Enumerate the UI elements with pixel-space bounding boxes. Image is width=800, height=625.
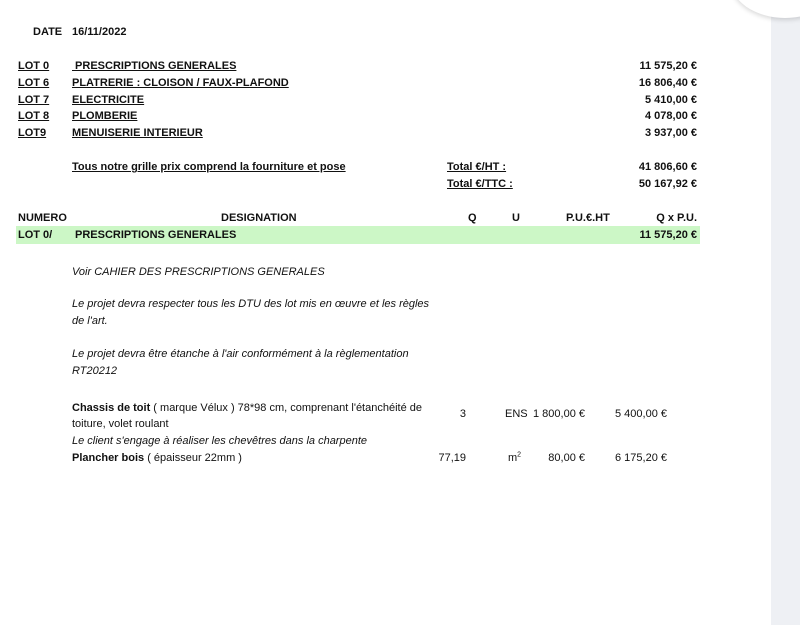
section-designation: PRESCRIPTIONS GENERALES xyxy=(75,229,237,241)
note-text: Le projet devra respecter tous les DTU des lot mis en œuvre et les règles de l'art. xyxy=(72,298,430,327)
item-desc: ( épaisseur 22mm ) xyxy=(144,452,242,464)
total-ht-label: Total €/HT : xyxy=(447,161,507,173)
lot-code: LOT 0 xyxy=(18,60,50,72)
item-pu: 80,00 € xyxy=(548,452,585,464)
col-total: Q x P.U. xyxy=(656,212,697,224)
lot-name: PLOMBERIE xyxy=(72,110,138,122)
date-label: DATE xyxy=(33,26,63,38)
lot-name: PLATRERIE : CLOISON / FAUX-PLAFOND xyxy=(72,77,289,89)
note-text: Le projet devra être étanche à l'air conformément à la règlementation RT20212 xyxy=(72,348,409,377)
lot-code: LOT9 xyxy=(18,127,47,139)
item-designation xyxy=(72,451,242,465)
lot-name: MENUISERIE INTERIEUR xyxy=(72,127,203,139)
col-u: U xyxy=(512,212,520,224)
section-numero: LOT 0/ xyxy=(18,229,53,241)
col-numero: NUMERO xyxy=(18,212,67,224)
lot-amount: 5 410,00 € xyxy=(645,94,697,106)
lot-amount: 16 806,40 € xyxy=(638,77,697,89)
lot-code: LOT 6 xyxy=(18,77,50,89)
total-ttc-value: 50 167,92 € xyxy=(638,178,697,190)
lot-amount: 11 575,20 € xyxy=(639,60,697,72)
note-text: Voir CAHIER DES PRESCRIPTIONS GENERALES xyxy=(72,266,325,278)
lot-name: PRESCRIPTIONS GENERALES xyxy=(72,60,237,72)
date-value: 16/11/2022 xyxy=(72,26,127,38)
section-total: 11 575,20 € xyxy=(639,229,697,241)
col-pu: P.U.€.HT xyxy=(566,212,610,224)
lot-amount: 3 937,00 € xyxy=(645,127,697,139)
item-u: $m^2$ xyxy=(508,451,522,464)
item-u: ENS xyxy=(505,408,528,420)
lot-amount: 4 078,00 € xyxy=(645,110,697,122)
item-q: 77,19 xyxy=(438,452,466,464)
item-q: 3 xyxy=(459,408,466,420)
col-q: Q xyxy=(468,212,477,224)
item-designation xyxy=(72,400,444,432)
item-desc: ( marque Vélux ) 78*98 cm, comprenant l'étanchéité de toiture, volet roulant xyxy=(72,402,422,430)
lot-code: LOT 7 xyxy=(18,94,50,106)
col-designation: DESIGNATION xyxy=(221,212,297,224)
lot-name: ELECTRICITE xyxy=(72,94,145,106)
item-total: 6 175,20 € xyxy=(615,452,667,464)
viewer-side-panel xyxy=(771,0,800,625)
lot-code: LOT 8 xyxy=(18,110,50,122)
pricing-note: Tous notre grille prix comprend la fourniture et pose xyxy=(72,161,346,173)
total-ttc-label: Total €/TTC : xyxy=(447,178,513,190)
total-ht-value: 41 806,60 € xyxy=(638,161,697,173)
item-total: 5 400,00 € xyxy=(615,408,667,420)
item-title: Chassis de toit xyxy=(72,402,151,414)
item-title: Plancher bois xyxy=(72,452,145,464)
item-note: Le client s'engage à réaliser les chevêtres dans la charpente xyxy=(72,435,368,447)
item-pu: 1 800,00 € xyxy=(533,408,585,420)
